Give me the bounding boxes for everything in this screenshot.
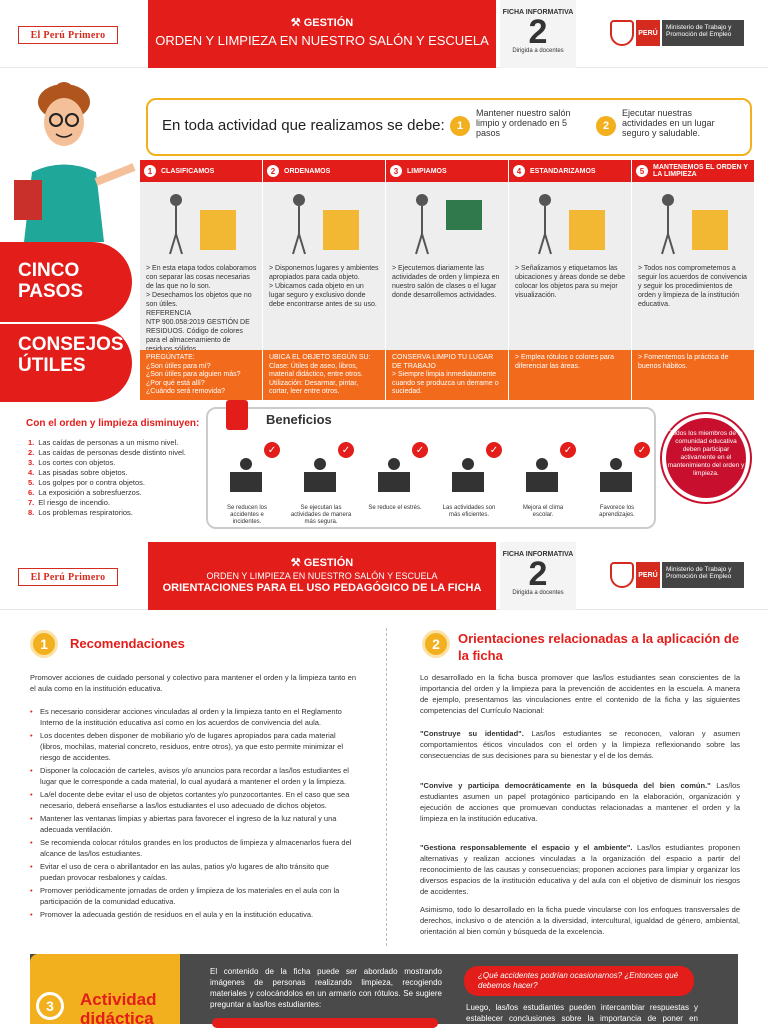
list-item: • Promover periódicamente jornadas de orden y limpieza de los materiales en el aula con la participación de la comunidad educativa. (30, 885, 356, 907)
section-1-number: 1 (30, 630, 58, 658)
step-1-body: > En esta etapa todos colaboramos con separar las cosas necesarias de las que no lo son. > Desechamos los objetos que no son útiles. REFERENCIA NTP 900.058:2019 GESTIÓN DE RESIDUOS. Código de colores para el almacenamiento de (146, 265, 257, 344)
benefit-1-icon (224, 452, 268, 496)
ministry-label: Ministerio de Trabajo y Promoción del Empleo (662, 20, 744, 46)
p4-text: Las/los estudiantes proponen alternativas y realizan acciones vinculadas a la organización del espacio a partir del reconocimiento de las causas y consecuencias; proponen acciones para limpiar y organizar los diversos espacios de la institución educativa y del aula con el objetivo de disminuir los riesgos de accidentes. (420, 843, 740, 896)
check-icon: ✓ (560, 442, 576, 458)
top-header (0, 0, 768, 68)
step-1-header (140, 160, 262, 182)
ficha-label: FICHA INFORMATIVA (502, 9, 574, 16)
benefit-1-text: Se reducen los accidentes e incidentes. (226, 505, 268, 525)
step-3-illustration-icon (406, 190, 488, 256)
list-item: • Promover la adecuada gestión de residuos en el aula y en la institución educativa. (30, 909, 356, 920)
title-band (148, 0, 496, 68)
step-title: CLASIFICAMOS (161, 167, 215, 175)
sidebar-consejos: CONSEJOS ÚTILES (0, 324, 132, 402)
list-item: • Es necesario considerar acciones vinculadas al orden y la limpieza tanto en el Reglamento Interno de la institución educativa así como en los acuerdos de convivencia del aula. (30, 706, 356, 728)
intro-text: En toda actividad que realizamos se debe: (162, 117, 445, 134)
clipboard-icon (226, 400, 248, 430)
list-item: 1. Las caídas de personas a un mismo nivel. (28, 438, 179, 447)
option-2-text: Ejecutar nuestras actividades en un lugar seguro y saludable. (622, 108, 715, 138)
list-item: 2. Las caídas de personas desde distinto nivel. (28, 448, 186, 457)
benefit-2-text: Se ejecutan las actividades de manera más segura. (290, 505, 352, 525)
orientaciones-p4 (420, 842, 740, 897)
option-2-number: 2 (596, 116, 616, 136)
logo: El Perú Primero (18, 26, 118, 44)
list-item-text: Los cortes con objetos. (38, 458, 116, 467)
page-title: ORDEN Y LIMPIEZA EN NUESTRO SALÓN Y ESCUELA (155, 33, 489, 48)
step-title: LIMPIAMOS (407, 167, 447, 175)
benefit-2-icon (298, 452, 342, 496)
benefit-3-text: Se reduce el estrés. (368, 505, 422, 511)
orientaciones-p5: Asimismo, todo lo desarrollado en la ficha puede vincularse con los enfoques transversales de derechos, inclusivo o de atención a la diversidad, intercultural, igualdad de género, ambiental, orientación al bien común y búsqueda de la excelencia. (420, 905, 740, 936)
step-4-illustration-icon (529, 190, 611, 256)
step-5-body: > Todos nos comprometemos a seguir los acuerdos de convivencia y seguir los procedimientos de orden y limpieza de la institución educativa. (638, 265, 747, 308)
check-icon: ✓ (634, 442, 650, 458)
actividad-after: Luego, las/los estudiantes pueden intercambiar respuestas y establecer conclusiones sobre la importancia de poner en práctica (466, 1003, 698, 1034)
step-3-header (386, 160, 508, 182)
step-5-tip: > Fomentemos la práctica de buenos hábitos. (632, 350, 754, 400)
ficha-sub-2: Dirigida a docentes (512, 590, 564, 596)
step-title: ESTANDARIZAMOS (530, 167, 596, 175)
step-1-tip: PREGÚNTATE: ¿Son útiles para mí? ¿Son útiles para alguien más? ¿Por qué está allí? ¿Cuándo será removida? (140, 350, 262, 400)
step-number: 5 (636, 165, 648, 177)
step-title: MANTENEMOS EL ORDEN Y LA LIMPIEZA (653, 164, 748, 178)
list-item: • Disponer la colocación de carteles, avisos y/o anuncios para recordar a las/los estudiantes el lugar que le corresponde a cada material, lo cual ayudará a mantener el orden y la limpieza. (30, 765, 356, 787)
teacher-illustration (4, 72, 142, 242)
sidebar-cinco-pasos: CINCO PASOS (0, 242, 132, 322)
list-item: 6. La exposición a sobresfuerzos. (28, 488, 142, 497)
orientaciones-p1: Lo desarrollado en la ficha busca promover que las/los estudiantes sean conscientes de la importancia del orden y la limpieza para la prevención de accidentes en la escuela. A manera de ejemplo, presentamos las vinculaciones entre el contenido de la ficha y las siguientes competencias del Currículo Nacional: (420, 673, 740, 715)
ficha-badge (500, 0, 576, 68)
ficha-label-2: FICHA INFORMATIVA (502, 551, 574, 558)
list-item: • Evitar el uso de cera o abrillantador en las aulas, patios y/o lugares de alto tránsito que puedan provocar resbalones y caídas. (30, 861, 356, 883)
check-icon: ✓ (412, 442, 428, 458)
list-item: 3. Los cortes con objetos. (28, 458, 116, 467)
step-3-body: > Ejecutemos diariamente las actividades de orden y limpieza en nuestro salón de clases o el lugar donde desarrollemos actividades. (392, 265, 500, 299)
option-1-number: 1 (450, 116, 470, 136)
list-item-text: Los problemas respiratorios. (38, 508, 133, 517)
list-item-text: Los golpes por o contra objetos. (38, 478, 146, 487)
step-2-tip: UBICA EL OBJETO SEGÚN SU: Clase: Útiles de aseo, libros, material didáctico, entre otros. Utilización: Desarmar, pintar, cortar, leer entre otros. (263, 350, 385, 400)
actividad-red-bar (212, 1018, 438, 1028)
list-item: • Se recomienda colocar rótulos grandes en los productos de limpieza y almacenarlos fuera del alcance de las/los estudiantes. (30, 837, 356, 859)
shield-icon-2 (610, 562, 634, 588)
orientaciones-p2 (420, 728, 740, 761)
benefit-5-icon (520, 452, 564, 496)
benefit-4-icon (446, 452, 490, 496)
benefit-3-icon (372, 452, 416, 496)
disminuyen-title: Con el orden y limpieza disminuyen: (26, 418, 200, 429)
ficha-number-2: 2 (528, 555, 548, 593)
p3-text: Las/los estudiantes asumen un papel protagónico participando en la elaboración, organización y ejecución de acciones que promuevan conductas relacionadas a mantener el orden y la limpieza en la institución educativa. (420, 781, 740, 823)
ficha-sub: Dirigida a docentes (512, 48, 564, 54)
step-number: 4 (513, 165, 525, 177)
list-item-text: Las caídas de personas desde distinto nivel. (38, 448, 186, 457)
second-header (0, 542, 768, 610)
list-item-text: El riesgo de incendio. (38, 498, 110, 507)
orientaciones-title: Orientaciones relacionadas a la aplicación de la ficha (458, 631, 740, 663)
list-item: 5. Los golpes por o contra objetos. (28, 478, 146, 487)
recomendaciones-title: Recomendaciones (70, 636, 185, 651)
list-item: 7. El riesgo de incendio. (28, 498, 110, 507)
check-icon: ✓ (338, 442, 354, 458)
disminuyen-list (28, 438, 186, 518)
p3-bold: "Convive y participa democráticamente en la búsqueda del bien común." (420, 781, 711, 790)
list-item: 4. Las pisadas sobre objetos. (28, 468, 128, 477)
actividad-text: El contenido de la ficha puede ser abordado mostrando imágenes de personas realizando limpieza, recogiendo materiales y colocándolos en un armario con rótulos. Se sugiere preguntar a las/los estudiantes: (210, 967, 442, 1009)
step-5-header (632, 160, 754, 182)
step-3-tip: CONSERVA LIMPIO TU LUGAR DE TRABAJO > Siempre limpia inmediatamente cuando se produzca un derrame o suciedad. (386, 350, 508, 400)
beneficios-title: Beneficios (262, 412, 336, 427)
kicker-text: GESTIÓN (303, 17, 354, 29)
actividad-title: Actividad didáctica (80, 990, 157, 1028)
list-item: 8. Los problemas respiratorios. (28, 508, 133, 517)
page-title-2: ORIENTACIONES PARA EL USO PEDAGÓGICO DE LA FICHA (162, 582, 482, 594)
step-number: 3 (390, 165, 402, 177)
ficha-badge-2 (500, 542, 576, 610)
column-divider (386, 628, 387, 946)
benefit-6-text: Favorece los aprendizajes. (599, 505, 635, 518)
kicker: ⚒ GESTIÓN (290, 17, 354, 29)
step-4-tip: > Emplea rótulos o colores para diferenciar las áreas. (509, 350, 631, 400)
step-2-header (263, 160, 385, 182)
recomendaciones-intro: Promover acciones de cuidado personal y colectivo para mantener el orden y la limpieza tanto en el aula como en la institución educativa. (30, 673, 356, 693)
step-1-illustration-icon (160, 190, 242, 256)
benefit-4-text: Las actividades son más eficientes. (442, 505, 496, 518)
ficha-number: 2 (528, 13, 548, 51)
check-icon: ✓ (264, 442, 280, 458)
commitment-circle: Todos los miembros de la comunidad educativa deben participar activamente en el mantenimiento del orden y limpieza. (662, 414, 750, 502)
peru-label: PERÚ (636, 20, 660, 46)
step-2-illustration-icon (283, 190, 365, 256)
list-item-text: La exposición a sobresfuerzos. (38, 488, 142, 497)
list-item-text: Las pisadas sobre objetos. (38, 468, 128, 477)
list-item: • La/el docente debe evitar el uso de objetos cortantes y/o punzocortantes. En el caso que sea necesario, deberá enseñarse a las/los estudiantes el uso adecuado de dichos objetos. (30, 789, 356, 811)
section-2-number: 2 (422, 630, 450, 658)
peru-label-2: PERÚ (636, 562, 660, 588)
shield-icon (610, 20, 634, 46)
p2-text: Las/los estudiantes se reconocen, valoran y asumen comportamientos éticos vinculados con el orden y la limpieza reflexionando sobre las consecuencias de sus decisiones para su bienestar y el de los demás. (420, 729, 740, 760)
title-band-2 (148, 542, 496, 610)
kicker-2-text: GESTIÓN (303, 557, 354, 569)
recomendaciones-list (30, 706, 356, 922)
actividad-question: ¿Qué accidentes podrían ocasionarnos? ¿Entonces qué debemos hacer? (464, 966, 694, 996)
section-3-number: 3 (36, 992, 64, 1020)
step-5-illustration-icon (652, 190, 734, 256)
kicker-2: ⚒ GESTIÓN (290, 557, 354, 569)
logo-2: El Perú Primero (18, 568, 118, 586)
step-4-body: > Señalizamos y etiquetamos las ubicaciones y áreas donde se debe colocar los objetos para su mejor visualización. (515, 265, 626, 299)
step-number: 1 (144, 165, 156, 177)
list-item: • Los docentes deben disponer de mobiliario y/o de lugares apropiados para cada material (libros, mochilas, material concreto, residuos, entre otros), ya que esto permite minimizar el riesgo de accidentes. (30, 730, 356, 763)
sub-title-2: ORDEN Y LIMPIEZA EN NUESTRO SALÓN Y ESCUELA (206, 571, 438, 581)
benefit-5-text: Mejora el clima escolar. (522, 505, 564, 518)
step-title: ORDENAMOS (284, 167, 331, 175)
check-icon: ✓ (486, 442, 502, 458)
p2-bold: "Construye su identidad". (420, 729, 524, 738)
step-2-body: > Disponemos lugares y ambientes apropiados para cada objeto. > Ubicamos cada objeto en un lugar seguro y exclusivo donde debe encontrarse antes de su uso. (269, 265, 379, 308)
step-4-header (509, 160, 631, 182)
list-item: • Mantener las ventanas limpias y abiertas para favorecer el ingreso de la luz natural y una adecuada ventilación. (30, 813, 356, 835)
option-1-text: Mantener nuestro salón limpio y ordenado en 5 pasos (476, 108, 571, 138)
ministry-label-2: Ministerio de Trabajo y Promoción del Empleo (662, 562, 744, 588)
list-item-text: Las caídas de personas a un mismo nivel. (38, 438, 179, 447)
step-number: 2 (267, 165, 279, 177)
benefit-6-icon (594, 452, 638, 496)
p4-bold: "Gestiona responsablemente el espacio y el ambiente". (420, 843, 633, 852)
orientaciones-p3 (420, 780, 740, 824)
